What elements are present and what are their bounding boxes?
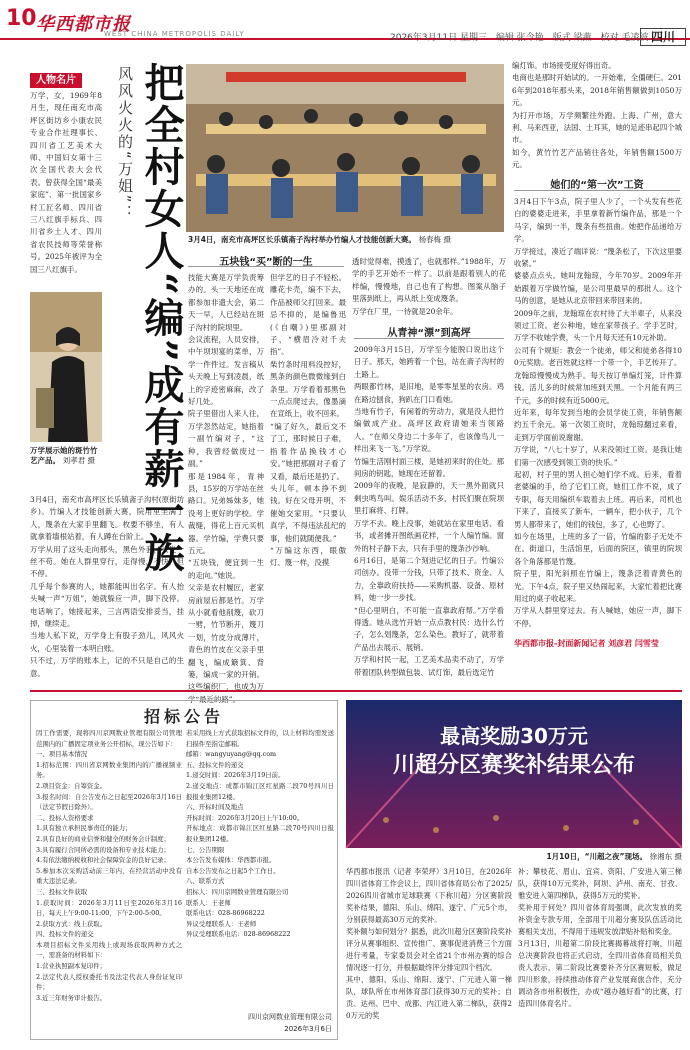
sub-headline: 风风火火的“万姐”：: [116, 66, 134, 222]
section1-col2: 但学艺的日子不轻松。雕花卡壳，编不下去，作品被师父打回来。最忌不抑的，是编鲁迅(《自嘲》)里那副对子，“横眉冷对千夫指”。 柴竹条时用料没控好，黑条的颜色微微缘到白条里。万学看着那黑色一点点爬过去，像墨滴在宣纸上，收不回来。 “编了好久，最后交不了工，那时候日子难，指着作品换钱才心安。”她把那副对子看了又看，最后还是扔了。 头儿年，顿本挣不到钱。好在父母开明，不催她交家用。“只要认真学，不得违法乱纪的事，他们就随便我。” “万编这东西，眼傲灯、篾一样，没摸: [270, 273, 346, 568]
profile-bio: 万学，女，1969年8月生，现任南充市高坪区街坊乡小康农民专业合作社理事长、四川省工艺美术大师、中国妇女第十三次全国代表大会代表。曾获得全国“最美家庭”、第一批国家乡村工匠名师、四川省三八红旗手标兵、四川省乡土人才、四川省农民技师等荣誉称号。2025年被评为全国三八红旗手。: [30, 91, 102, 274]
section2-title: 从青神“漂”到高坪: [387, 328, 471, 339]
right-col-body1: 编灯饰。市场接受度好得出奇。 电商也是那时开始试的。一开始难，全僵硬仨。2016年到2018年那头来，2018年销售额做到1050万元。 为打开市场，万学频繁往外跑。上海、广州，意大利、马来西亚，法国、土耳其，她的足迹串起四个城市。 如今，黄竹竹艺产品销往各处，年销售额1500万元。: [512, 61, 682, 170]
right-col-body2: 3月4日下午3点，院子里人少了，一个头发有些花白的婆婆走进来，手里拿着新竹编作品，那是一个马字，编到一半，篾条有些扭曲。她把作品递给万学。 万学接过，凑近了端详说：“篾条松了，下次这里要收紧。” 婆婆点点头。她叫龙翰琼，今年70岁。2009年开始跟着万学做竹编，是公司里最早的那批人。这个马的创意，是她从北京带回来带回来的。 2009年之前，龙翰琼在农村待了大半辈子，从来没领过工资。老公种地，她在家带孩子。学手艺时，万学不收她学费，头一个月每天还有10元补助。 公司有个规矩：教会一个徒弟，师父和徒弟各得100元奖励。老百姓就这样一个带一个，手艺传开了。 龙翰琼慢慢成为熟手。每天按订单编灯笼，计件算钱。活儿多的时候常加班到天黑。一个月能有两三千元，多的时候有近5000元。 近年来，每年发到当地的会员学徒工资，年销售额约五千余元。第一次领工资时，龙翰琼翻过来看，走到万学面前说谢谢。 万学说，“八七十岁了，从来没领过工资。是我让她们第一次感受到领工资的快乐。” 起初，村子里的男人担心她们学不成。后来，看着老婆编的手，给了它们工资，她们工作不说，成了专职，每天用编织车载着去上班。再后来，司机也下来了，直接买了新车，一辆车，把小伙子，几个男人都带来了，她们的钱包，多了，心也野了。 如今在场里，上班的多了一倍，竹编的影子无处不在。街道口，生活馆里，后面的院区，镇里的院坝各个角落都是竹篾。 院子里，阳光斜照在竹编上，篾条泛着青黄色的光。下午4点，院子里又热闹起来，大家忙着把比赛用过的桌子收起来。 万学从人群里穿过去。有人喊她，她应一声，脚下不停。: [514, 197, 682, 628]
top-photo-caption: [188, 235, 506, 245]
ad-caption: [520, 852, 682, 862]
divider: [354, 338, 504, 339]
ad-line1: 最高奖励30万元: [440, 724, 588, 748]
notice-col1: 因工作需要，现将四川京网数业管理有限公司管理范围内的广播固定项业务公开招标，现公告如下： 一、项目基本情况 1.招标范围：四川省京网数业集团内的广播视频业务。 2.项目资金：自筹资金。 3.报名时间：自公告发布之日起至2026年3月16日（法定节假日除外）。 二、投标人资格要求 1.具有独立承担民事责任的能力； 2.具有良好的商业信誉和健全的财务会计制度； 3.具有履行合同所必需的设备和专业技术能力； 4.有依法缴纳税收和社会保障资金的良好记录； 5.参加本次采购活动前三年内，在经营活动中没有重大违法记录。 三、投标文件获取 1.获取时间：2026年3月11日至2026年3月16日，每天上午9:00-11:00，下午2:00-5:00。 2.获取方式：线上获取。 四、投标文件的递交 本项目招标文件采用线上或现场获取两种方式之一，需准备的材料如下： 1.营业执照副本复印件； 2.法定代表人授权委托书及法定代表人身份证复印件； 3.近三年财务审计报告。: [36, 729, 182, 1002]
profile-tag: 人物名片: [30, 73, 82, 88]
main-headline: 把全村女人“编”成有薪一族: [138, 62, 185, 575]
section-divider: [30, 690, 682, 692]
news2-col1: 华西都市报讯（记者 李荣坪）3月10日，在2026年四川省体育工作会议上，四川省体育局公布了2025/2026四川省城市足球联赛（下称川超）分区赛阶段奖补结果，德阳、乐山、绵阳、遂宁、广元5个市，分别获得最高30万元的奖补。 奖补额与如何划分？据悉，此次川超分区赛阶段奖补评分从赛事组织、宣传推广、赛事促进消费三个方面进行考量，专家委员会对全省21个市州办赛的综合情况逐一打分，并根据最终评分排定四个档次。 其中，德阳、乐山、绵阳、遂宁、广元进入第一梯队，球队所在市州体育部门获得30万元的奖补；自贡、达州、巴中、成都、内江进入第二梯队，获得20万元的奖: [346, 867, 512, 1020]
section1-title: 五块钱“买”断的一生: [219, 257, 313, 268]
profile-body: 3月4日，南充市高坪区长乐镇斋子沟村(原街坊乡)。竹编人才技能创新大赛，院用里坐满了人，篾条在大家手里翻飞。枚要不够坐，有人就拿着墙根站着，有人蹲在台阶上。 万学从用了这头走向那头，黑色外套，头发一丝不苟。她在人群里穿行，走得慢，不快，但不停。 几乎每个参赛的人，她都能叫出名字。有人抬头喊一声“万姐”，她就躲应一声，脚下没停。电话响了，她接起来，三言两语安排妥当，挂掉，继续走。 当地人私下说，万学身上有股子劲儿，风风火火，心里装着一本明白账。 只不过，万学的账本上，记的不只是自己的生意。: [30, 495, 184, 678]
section1-col3: 透时觉得难，摸透了，也就那样。”1988年，万学的手艺开始不一样了。以前是跟着别人的花样编，慢慢地，自己也有了构想。图案从脑子里落到纸上，再从纸上变成篾条。 万学在厂里，一待就是20余年。: [352, 257, 506, 316]
divider: [188, 266, 344, 267]
top-caption-credit: 杨春梅 摄: [418, 235, 451, 244]
profile-photo: [30, 292, 102, 442]
profile-tag-wrap: [30, 68, 82, 87]
ad-line2: 川超分区赛奖补结果公布: [392, 753, 635, 778]
ad-caption-credit: 徐湘东 摄: [649, 852, 682, 861]
top-photo: [186, 64, 504, 232]
masthead-en: WEST CHINA METROPOLIS DAILY: [104, 30, 245, 38]
notice-date: 2026年3月6日: [284, 1025, 332, 1033]
notice-org: 四川京网数业管理有限公司: [248, 1013, 332, 1021]
ad-caption-text: 1月10日，“川超之夜”现场。: [546, 852, 647, 861]
section1-col1: 技能大赛是万学负责筹办的。头一天地还在成都参加非遗大会，第二天一早，人已经站在斑子沟村的院坝里。 会议流程，人员安排，中午坝坝宴的菜单，万学一件件过。发言稿从头天晚上写到凌晨，纸上的字迹密麻麻，改了好几处。 院子里借出人来人往，万学忽然站定，她指着一副竹编对子，“这种，我曾经做废过一副。” 那是1984年，青神县，15岁的万学站在丝路口。兄弟姊妹多，她没考上更好的学校。学裁缝，得花上百元买机器。学竹编，学费只要五元。 “五块钱，便宜到一生的走向。”她说。 父亲是农村履匠，老家房前屋后都是竹。万学从小就看他削篾，砍刀一劈，竹节断开，篾刀一划，竹皮分成薄片，青色的竹皮在父亲手里翻飞，编成簸箕、背篓，编成一家的开销。这些编织厂，也成为万学“最近的路”。: [188, 273, 264, 704]
caption-text: 万学展示她的斑竹竹艺产品。: [30, 446, 98, 465]
section2-body: 2009年3月15日，万学至今能脱口说出这个日子。那天，她跨着一个包，站在斋子沟村的土路上。 两眼都竹林，是旧地，是零零星星的农房。鸡在路边刨食，狗趴在门口看她。 当地有竹子，有闲着的劳动力，就是没人把竹编做成产业。高坪区政府请她来当领路人。“在师父身边二十多年了，也该像鸟儿一样出来飞一飞。”万学说。 竹编生活刚村面三楼，是她初来时的住处。那间房的钥匙，她现在还留着。 2009年的夜晚，是寂静的，天一黑外面就只剩虫鸣鸟叫。娱乐活动不多，村民们聚在院坝里打麻将、打牌。 万学不去。晚上没事，她就站在家里电话、看书，或者摊开图纸画花样，一个人编竹编。窗外的村子静下去，只有手里的篾条沙沙响。 6月16日，是第二个刻进记忆的日子。竹编公司创办。没带一分钱，只带了技术、资金、人力，全靠政府扶持——采购机器、设备、原材料，她一步一步找。 “但心里明白，不可能一直靠政府帮。”万学看得透。她从选竹开始一点点教村民：选什么竹子，怎么划篾条，怎么染色。教好了，就带着产品出去展示、展销。 万学和村民一起，工艺美术品卖不动了，万学带着团队转型做包装、试灯饰，最后选定竹: [354, 345, 504, 677]
notice-title: 招标公告: [143, 707, 224, 726]
profile-photo-caption: [30, 446, 102, 466]
masthead: 华西都市报: [36, 14, 131, 35]
page-number: 10: [6, 6, 37, 31]
byline: 华西都市报-封面新闻记者 刘彦君 闫雪莹: [514, 639, 659, 648]
top-caption-text: 3月4日，南充市高坪区长乐镇斋子沟村举办竹编人才技能创新大赛。: [188, 235, 416, 244]
date-line: 2026年3月11日 星期三 编辑 张令艳 版式 梁燕 校对 毛凌波: [390, 33, 649, 43]
section-label: 四川: [640, 28, 686, 46]
news2-col2: 补；攀枝花、眉山、宜宾、资阳、广安进入第三梯队，获得10万元奖补，阿坝、泸州、南充、甘孜、雅安进入第四梯队，获得5万元的奖补。 奖补用于何处？四川省体育局强调，此次发放的奖补资金专款专用，全部用于川超分赛及队伍活动比赛相关支出，不得用于违规发放津贴补贴和奖金。 3月13日，川超第二阶段比赛揭幕战将打响，川超总决赛阶段也将正式启动，全四川省体育局相关负责人表示，第二阶段比赛要补齐分区赛短板，做足四川形象，持续推动体育产业发展商旅合作，充分调动各市州积极性，办成“越办越好看”的比赛，打造四川体育名片。: [518, 867, 682, 1008]
caption-credit: 刘孝君 摄: [62, 456, 96, 465]
notice-col2: 若采用线上方式获取招标文件的，以上材料均需发送扫描件至指定邮箱。 邮箱：wangyuyang@qq.com 五、投标文件的递交 1.递交时间：2026年3月19日前。 2.递交地点：成都市锦江区红星路二段70号四川日报报业集团12楼。 六、开标时间及地点 开标时间：2026年3月20日上午10:00。 开标地点：成都市锦江区红星路二段70号四川日报报业集团12楼。 七、公告期限 本公告发布媒体：华西都市报。 自本公告发布之日起5个工作日。 八、联系方式 招标人：四川京网数业管理有限公司 联系人：王老师 联系电话：028-86968222 异议受理联系人：王老师 异议受理联系电话：028-86968222: [186, 729, 334, 939]
divider: [514, 190, 680, 191]
right-col-title: 她们的“第一次”工资: [550, 180, 644, 191]
